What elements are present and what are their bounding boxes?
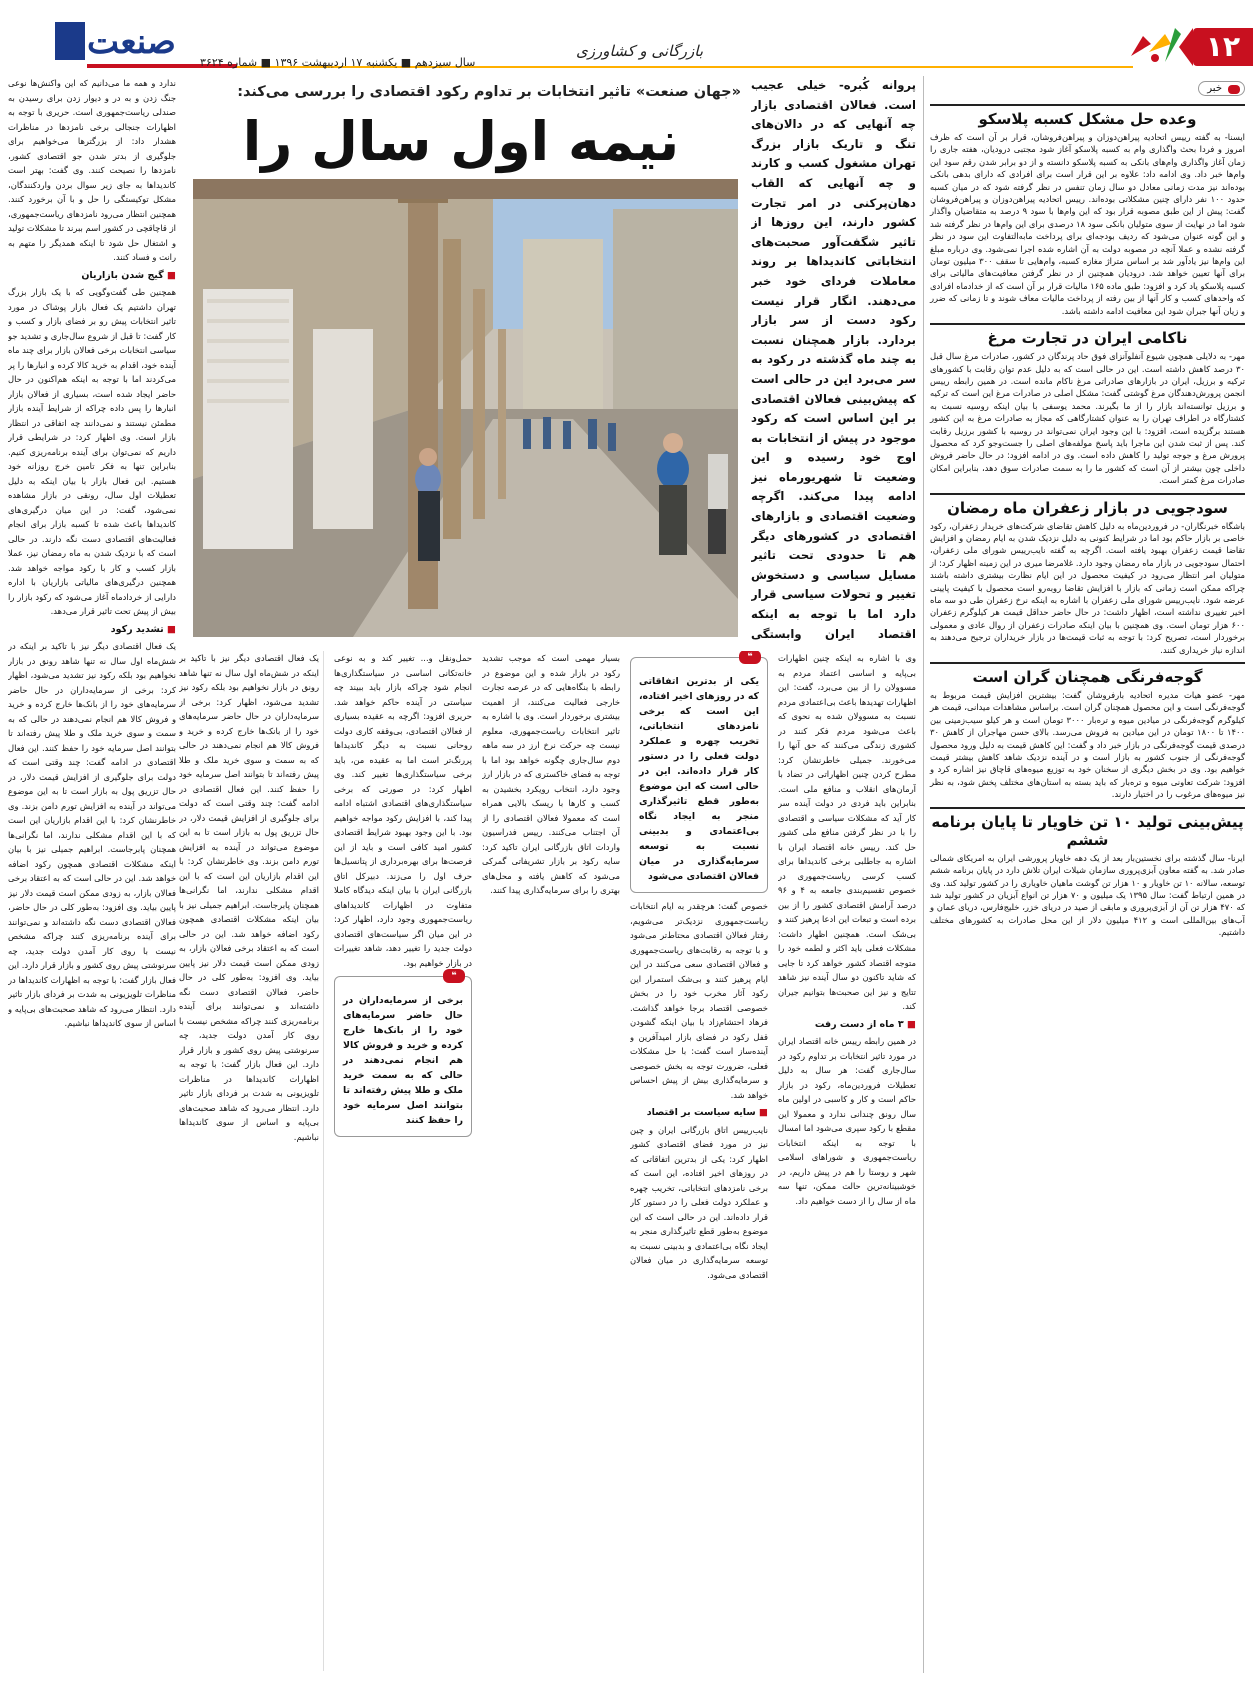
paragraph: وی با اشاره به اینکه چنین اظهارات بی‌پایه و اساسی اعتماد مردم به مسوولان را از بین می‌برد، گفت: این اظهارات تهدیدها باعث بی‌اعتمادی مردم نسبت به مسوولان شده به نحوی که باعث می‌شود مردم فکر کنند در کشوری زندگی می‌کنند که حق آنها را می‌خورند. جمیلی خاطرنشان کرد: مطرح کردن چنین اظهاراتی در تضاد با آرمان‌های انقلاب و منافع ملی است. بنابراین باید فردی در دولت آینده سر کار آید که مشکلات سیاسی و اقتصادی را با در نظر گرفتن منافع ملی کشور حل کند. رییس خانه اقتصاد ایران با اشاره به جاطلبی برخی کاندیداها برای کسب کرسی ریاست‌جمهوری در خصوص تقسیم‌بندی جامعه به ۴ و ۹۶ درصد آرامش اقتصادی کشور را از بین برده است و تبعات این ادعا پرهیز کنند و بی‌شک است. همچنین اظهار داشت: مشکلات فعلی باید اکثر و لطمه خود را متوجه اقتصاد کشور خواهد کرد تا جایی که شاید تاکنون دو سال آینده نیز شاهد تتایج و نیز این صحبت‌ها بتوانیم جیران کند. [778, 653, 916, 1011]
bazaar-photo [193, 179, 738, 637]
paragraph: همچنین طی گفت‌وگویی که با یک بازار بزرگ تهران داشتیم یک فعال بازار پوشاک در مورد تاثیر انتخابات پیش رو بر فضای بازار و کسب و کار گفت: تا قبل از شروع سال‌جاری و تشدید جو سیاسی انتخابات برخی فعالان بازار برای چند ماه آینده خود، اقدام به خرید کالا کرده و انبارها را پر می‌کردند اما با توجه به اینکه هم‌اکنون در حال حاضر ایجاد شده است، بسیاری از فعالان بازار انبارها را پس داده چراکه از شرایط آینده بازار مطمئن نیستند و نمی‌دانند چه اتفاقی در انتظار بازار است. وی اظهار کرد: در شرایطی قرار داریم که نمی‌توان برای آینده برنامه‌ریزی کنیم. بنابراین تنها به فکر تامین خرج روزانه خود هستیم. این فعال بازار با بیان اینکه به دلیل تعطیلات اول سال، رونقی در بازار مشاهده نمی‌شود، گفت: در این میان درگیری‌های کاندیداها باعث شده تا کسبه بازار برای انجام فعالیت‌های اقتصادی دست نگه دارند. در حالی است که با نزدیک شدن به ماه رمضان نیز، عملا بازار کسب و کار با رکود مواجه خواهد شد. همچنین درگیری‌های مالیاتی بازاریان با اداره دارایی از خردادماه آغاز می‌شود که رکود بازار را بیش از پیش تحت تاثیر قرار می‌دهد. [8, 287, 176, 616]
paragraph: یک فعال اقتصادی دیگر نیز با تاکید بر اینکه در شش‌ماه اول سال نه تنها شاهد رونق در بازار نخواهیم بود بلکه رکود نیز تشدید می‌شود، اظهار کرد: برخی از سرمایه‌داران در حال حاضر سرمایه‌های خود را از بانک‌ها خارج کرده و خرید و فروش کالا هم انجام نمی‌دهند در حالی که به سمت و سوی خرید ملک و طلا پیش رفته‌اند تا بتوانند اصل سرمایه خود را حفظ کنند. این فعال اقتصادی در ادامه گفت: چند وقتی است که دولت برای جلوگیری از افزایش قیمت دلار، در حال تزریق پول به بازار است تا به این موضوع می‌تواند در آینده به افزایش تورم دامن بزند. وی خاطرنشان کرد: با این اقدام بازاریان این است که با این اقدام مشکلی ندارند، اما نگرانی‌ها همچنان پابرجاست. ابراهیم جمیلی نیز با بیان اینکه مشکلات اقتصادی همچون رکود اضافه خواهد شد. این در حالی است که به اعتقاد برخی فعالان بازار، به زودی ممکن است قیمت دلار نیز پایین بیاید. وی افزود: به‌طور کلی در حال حاضر، فعالان اقتصادی دست نگه داشته‌اند و نمی‌توانند برای آینده برنامه‌ریزی کنند چراکه مشخص نیست با روی کار آمدن دولت جدید، چه سرنوشتی پیش روی کشور و بازار قرار دارد. این فعال بازار گفت: با توجه به اظهارات کاندیداها در مناظرات تلویزیونی به شدت بر فردای بازار تاثیر دارد. انتظار می‌رود که شاهد صحبت‌های بی‌پایه و اساس از سوی کاندیداها نباشیم. [8, 641, 176, 1028]
news-item [930, 807, 1245, 939]
page-number: ۱۲ [1193, 28, 1253, 66]
quote-text: یکی از بدترین اتفاقاتی که در روزهای اخیر افتاده، این است که برخی نامزدهای انتخاباتی، تخریب چهره و عملکرد دولت فعلی را در دستور کار قرار داده‌اند. این در حالی است که این موضوع به‌طور قطع تاثیرگذاری منجر به ایجاد نگاه بی‌اعتمادی و بدبینی نسبت به توسعه سرمایه‌گذاری در میان فعالان اقتصادی می‌شود [639, 676, 759, 882]
news-item [930, 104, 1245, 317]
article-column-1 [778, 651, 916, 1671]
masthead-logo: صنعت [87, 22, 176, 62]
article-lead: پروانه کُبره- خیلی عجیب است. فعالان اقتصادی بازار چه آنهایی که در دالان‌های تنگ و تاریک بازار بزرگ تهران مشغول کسب و کارند و چه آنهایی که القاب دهان‌پرکنی در امر تجارت کشور دارند، این روزها از تاثیر شگفت‌آور صحبت‌های انتخاباتی کاندیداها بر روند معاملات فردای خود خبر می‌دهند. انگار قرار نیست رکود دست از سر بازار بردارد. بازار همچنان نسبت به چند ماه گذشته در رکود به سر می‌برد این در حالی است که پیش‌بینی فعالان اقتصادی بر این اساس است که رکود موجود در پیش از انتخابات به اوج خود رسیده و این وضعیت تا شهریورماه نیز ادامه پیدا می‌کند. اگرچه وضعیت اقتصادی و بازارهای اقتصادی در کشورهای دیگر هم تا حدودی تحت تاثیر مسایل سیاسی و دستخوش تغییر و تحولات سیاسی قرار دارد اما با توجه به اینکه اقتصاد ایران وابستگی [751, 78, 916, 641]
article-title: نیمه اول سال را [242, 110, 680, 173]
paragraph: نایب‌رییس اتاق بازرگانی ایران و چین نیز در مورد فضای اقتصادی کشور اظهار کرد: یکی از بدترین اتفاقاتی که در روزهای اخیر افتاده، این است که برخی نامزدهای انتخاباتی، تخریب چهره و عملکرد دولت فعلی را در دستور کار قرار داده‌اند. این در حالی است که این موضوع به‌طور قطع تاثیرگذاری منجر به ایجاد نگاه بی‌اعتمادی و بدبینی نسبت به توسعه سرمایه‌گذاری در میان فعالان اقتصادی می‌شود. [630, 1124, 768, 1280]
article-column-left [8, 76, 176, 1676]
handshake-logo-icon [1125, 22, 1185, 68]
news-body: مهر- عضو هیات مدیره اتحادیه بارفروشان گفت: بیشترین افزایش قیمت مربوط به گوجه‌فرنگی است و این محصول همچنان گران است. براساس مشاهدات میدانی، قیمت هر کیلوگرم گوجه‌فرنگی در میادین میوه و تره‌بار ۳۰۰۰ تومان است و هر کیلو سیب‌زمینی بین ۱۴۰۰ تا ۱۸۰۰ تومان در این میادین به فروش می‌رسد. بالای حسن مهاجران از کاهش ۳۰ درصدی قیمت گوجه‌فرنگی در بازار خبر داد و گفت: این کاهش قیمت به دلیل ورود محصول گوجه‌فرنگی از جنوب کشور به بازار است و در آینده نزدیک شاهد کاهش بیشتر قیمت خواهیم بود. وی در بخش دیگری از سخنان خود به توزیع میوه‌های قاچاق نیز اشاره کرد و افزود: شرکت تعاونی میوه و تره‌بار که باید بسته به استان‌های مختلف پخش شود، به نظر نیز میوه‌های مرغوب را در اختیار دارند. [930, 690, 1245, 800]
paragraph: حمل‌ونقل و... تغییر کند و به نوعی خانه‌تکانی اساسی در سیاستگذاری‌ها انجام شود چراکه بازار باید ببیند چه سیاستی در آینده حاکم خواهد شد. حریری افزود: اگرچه به عقیده بسیاری از فعالان اقتصادی، بی‌وقفه کاری دولت روحانی نسبت به دیگر کاندیداها پررنگ‌تر است اما به عقیده من، باید برخی سیاستگذاری‌ها تغییر کند. وی اظهار کرد: در صورتی که برخی سیاستگذاری‌های اقتصادی اشتباه ادامه پیدا کند، با افزایش رکود مواجه خواهیم بود. با این وجود بهبود شرایط اقتصادی کشور امید کافی است و باید از این فرصت‌ها برای بهره‌برداری از پتانسیل‌ها حرف اول را می‌زند. دبیرکل اتاق بازرگانی ایران با بیان اینکه دیدگاه کاملا متفاوت در اظهارات کاندیداهای ریاست‌جمهوری وجود دارد، اظهار کرد: در این میان اگر سیاست‌های اقتصادی دولت جدید را تغییر دهد، شاهد تغییرات در بازار خواهیم بود. [334, 653, 472, 968]
sidebar-tab-news: خبر [1198, 81, 1245, 96]
paragraph: بسیار مهمی است که موجب تشدید رکود در بازار شده و این موضوع در رابطه با بنگاه‌هایی که در عرصه تجارت خارجی فعالیت می‌کنند، از اهمیت بیشتری برخوردار است. وی با اشاره به تاثیر انتخابات ریاست‌جمهوری، معلوم نیست چه حرکت نرخ ارز در سه ماهه دوم سال‌جاری چگونه خواهد بود اما با توجه به فضای خاکستری که در بازار ارز وجود دارد، انتخاب رویکرد بخشیدن به کسب و کارها با ریسک بالایی همراه است که معمولا فعالان اقتصادی را از آن اجتناب می‌کنند. رییس فدراسیون واردات اتاق بازرگانی ایران تاکید کرد: سایه رکود بر بازار تشریفاتی گمرکی می‌شود که کاهش یافته و محل‌های بهتری را برای سرمایه‌گذاری پیدا کنند. [482, 653, 620, 895]
subheading: ■ ۳ ماه از دست رفت [778, 1018, 916, 1033]
article-body-columns [181, 651, 916, 1671]
issue-info: سال سیزدهم ■ یکشنبه ۱۷ اردیبهشت ۱۳۹۶ ■ شماره ۳۶۲۴ [200, 56, 476, 69]
subheading: ■ تشدید رکود [8, 623, 176, 638]
subheading: ■ گیج شدن بازاریان [8, 269, 176, 284]
news-body: ایسنا- به گفته رییس اتحادیه پیراهن‌دوزان و پیراهن‌فروشان، قرار بر آن است که ظرف امروز و فردا بحث واگذاری وام به کسبه پلاسکو آغاز شود مجتبی درودیان، هفته جاری را زمان آغاز واگذاری وام‌های بانکی به کسبه پلاسکو دانسته و از دو برابر شدن رقم سود این وام‌ها خبر داد. وی ادامه داد: علاوه بر این قرار است برای افرادی که دارای بدهی بانکی بوده‌اند نیز مدت زمانی معادل دو سال زمان تنفس در نظر گرفته شود که در میان کسبه حدود ۱۰۰ نفر دارای چنین مشکلاتی بوده‌اند. رییس اتحادیه پیراهن‌دوزان و پیراهن‌فروشان گفت: پیش از این طبق مصوبه قرار بود که این وام‌ها با سود ۹ درصد به متقاضیان واگذار شود اما در نهایت از سوی متولیان بانکی سود ۱۸ درصدی برای این وام‌ها در نظر گرفته شد و این گونه عنوان می‌شود که ردیف بودجه‌ای برای پرداخت مابه‌التفاوت این سود در نظر گرفته نشده و عملا آنچه در مصوبه دولت به آن اشاره شده اجرا نمی‌شود. وی درباره مبلغ این وام‌ها نیز یادآور شد بر اساس متراژ مغازه کسبه، وام‌هایی تا سقف ۳۰۰ میلیون تومان برای آنها تعیین خواهد شد. درودیان همچنین از در نظر گرفتن معافیت‌های مالیاتی برای کسبه پلاسکو یاد کرد و افزود: طبق ماده ۱۶۵ مالیات قرار بر آن است که از خدادماه افرادی که واحدهای کسب و کار آنها از بین رفته از پرداخت مالیات معاف شوند و تا زمانی که ضرر و زیان آنها جبران شود این معافیت ادامه داشته باشد. [930, 132, 1245, 316]
paragraph: یک فعال اقتصادی دیگر نیز با تاکید بر اینکه در شش‌ماه اول سال نه تنها شاهد رونق در بازار نخواهیم بود بلکه رکود نیز تشدید می‌شود، اظهار کرد: برخی از سرمایه‌داران در حال حاضر سرمایه‌های خود را از بانک‌ها خارج کرده و خرید و فروش کالا هم انجام نمی‌دهند در حالی که به سمت و سوی خرید ملک و طلا پیش رفته‌اند تا بتوانند اصل سرمایه خود را حفظ کنند. این فعال اقتصادی در ادامه گفت: چند وقتی است که دولت برای جلوگیری از افزایش قیمت دلار، در حال تزریق پول به بازار است تا به این موضوع می‌تواند در آینده به افزایش تورم دامن بزند. وی خاطرنشان کرد: با این اقدام بازاریان این است که با این اقدام مشکلی ندارند، اما نگرانی‌ها همچنان پابرجاست. ابراهیم جمیلی نیز با بیان اینکه مشکلات اقتصادی همچون رکود اضافه خواهد شد. این در حالی است که به اعتقاد برخی فعالان بازار، به زودی ممکن است قیمت دلار نیز پایین بیاید. وی افزود: به‌طور کلی در حال حاضر، فعالان اقتصادی دست نگه داشته‌اند و نمی‌توانند برای آینده برنامه‌ریزی کنند چراکه مشخص نیست با روی کار آمدن دولت جدید، چه سرنوشتی پیش روی کشور و بازار قرار دارد. این فعال بازار گفت: با توجه به اظهارات کاندیداها در مناظرات تلویزیونی به شدت بر فردای بازار تاثیر دارد. انتظار می‌رود که شاهد صحبت‌های بی‌پایه و اساس از سوی کاندیداها نباشیم. [179, 653, 319, 1142]
subheading: ■ سایه سیاست بر اقتصاد [630, 1106, 768, 1121]
bazaar-street-image [193, 179, 738, 637]
paragraph: خصوص گفت: هرچقدر به ایام انتخابات ریاست‌جمهوری نزدیک‌تر می‌شویم، رفتار فعالان اقتصادی محتاط‌تر می‌شود و با توجه به رقابت‌های ریاست‌جمهوری و فعالان اقتصادی سعی می‌کنند در این ایام پرهیز کنند و بی‌شک استمرار این رکود آثار مخرب خود را در بخش خصوصی اقتصاد برجا خواهد گذاشت. فرهاد احتشام‌زاد با بیان اینکه گشودن قفل رکود در فضای بازار امیدآفرین و آینده‌ساز است گفت: با حل مشکلات فعلی، ضرورت توجه به بخش خصوصی و سرمایه‌گذاری بیش از پیش احساس خواهد شد. [630, 901, 768, 1100]
news-title: ناکامی ایران در تجارت مرغ [930, 323, 1245, 347]
news-body: ایرنا- سال گذشته برای نخستین‌بار بعد از یک دهه خاویار پرورشی ایران به امریکای شمالی صادر شد. به گفته معاون آبزی‌پروری سازمان شیلات ایران تلاش دارد در پایان برنامه ششم توسعه، سالانه ۱۰ تن خاویار و ۱۰ هزار تن گوشت ماهیان خاویاری را در کشور تولید کند. وی در همین ارتباط گفت: سال ۱۳۹۵ یک میلیون و ۷۰ هزار تن انواع آبزیان در کشور تولید شد که ۴۷۰ هزار تن آن از آبزی‌پروری و مابقی از صید در دریای خزر، خلیج‌فارس، دریای عمان و آب‌های بین‌المللی است و ۴۱۲ میلیون دلار از این محل صادرات به کشورهای مختلف داشتیم. [930, 852, 1245, 938]
section-title: بازرگانی و کشاورزی [576, 42, 703, 60]
paragraph: در همین رابطه رییس خانه اقتصاد ایران در مورد تاثیر انتخابات بر تداوم رکود در سال‌جاری گفت: هر سال به دلیل تعطیلات فروردین‌ماه، رکود در بازار حاکم است و کار و کاسبی در اولین ماه سال رونق چندانی ندارد و معمولا این مقطع با رکود سپری می‌شود اما امسال با توجه به اینکه انتخابات ریاست‌جمهوری و شوراهای اسلامی شهر و روستا را هم در پیش داریم، در خوشبینانه‌ترین حالت ممکن، تنها سه ماه از سال را از دست خواهیم داد. [778, 1036, 916, 1206]
masthead-emblem-icon [55, 22, 85, 60]
article-kicker: «جهان صنعت» تاثیر انتخابات بر تداوم رکود اقتصادی را بررسی می‌کند: [237, 84, 741, 100]
article-column-4 [334, 651, 472, 1671]
news-item [930, 662, 1245, 801]
article-column-3 [482, 651, 620, 1671]
news-title: گوجه‌فرنگی همچنان گران است [930, 662, 1245, 686]
news-item [930, 493, 1245, 656]
page-header [0, 0, 1253, 70]
news-item [930, 323, 1245, 486]
news-title: پیش‌بینی تولید ۱۰ تن خاویار تا پایان برنامه ششم [930, 807, 1245, 849]
news-sidebar [923, 76, 1245, 1673]
quote-text: برخی از سرمایه‌داران در حال حاضر سرمایه‌های خود را از بانک‌ها خارج کرده و خرید و فروش کالا هم انجام نمی‌دهند در حالی که به سمت خرید ملک و طلا پیش رفته‌اند تا بتوانند اصل سرمایه خود را حفظ کنند [343, 995, 463, 1126]
quote-icon: ❝ [443, 969, 465, 983]
paragraph: ندارد و همه ما می‌دانیم که این واکنش‌ها نوعی جنگ زدن و به در و دیوار زدن برای رسیدن به صندلی ریاست‌جمهوری است. حریری با توجه به اظهارات جنجالی برخی نامزدها در مناظرات هشدار داد: از بزرگترها می‌خواهیم برای جلوگیری از بدتر شدن جو اقتصادی کشور، نامزدها را نصیحت کنند. وی گفت: بهتر است کاندیداها به جای زیر سوال بردن واردکنندگان، مشکل توکیستگی را حل و با آن برخورد کنند. همچنین انتظار می‌رود نامزدهای ریاست‌جمهوری، از قاچاقچی در کشور اسم ببرند تا مشکلات تولید و اشتغال حل شود تا اینکه همدیگر را متهم به رانت و فساد کنند. [8, 78, 176, 262]
news-title: وعده حل مشکل کسبه پلاسکو [930, 104, 1245, 128]
news-title: سودجویی در بازار زعفران ماه رمضان [930, 493, 1245, 517]
article-column-2 [630, 651, 768, 1671]
pull-quote [630, 652, 768, 893]
news-body: باشگاه خبرنگاران- در فروردین‌ماه به دلیل کاهش تقاضای شرکت‌های خریدار زعفران، رکود خاصی بر بازار حاکم بود اما در شرایط کنونی به دلیل نزدیک شدن به ایام رمضان و افزایش تقاضا قیمت زعفران بهبود یافته است. اگرچه به گفته نایب‌رییس شورای ملی زعفران، احتمال سودجویی در بازار ماه رمضان وجود دارد. غلامرضا میری در این زمینه اظهار کرد: از متولیان امر انتظار می‌رود در کیفیت محصول در این ایام نظارت بیشتری داشته باشند چراکه ممکن است زمانی که بازار با افزایش تقاضا روبه‌رو است محصول با کیفیت پایینی عرضه شود. نایب‌رییس شورای ملی زعفران با اشاره به اینکه نرخ زعفران طی دو سه ماه اخیر تغییری نداشته است، اظهار داشت: در حال حاضر حداقل قیمت هر کیلوگرم زعفران ۶۰۰ هزار تومان است. وی همچنین با بیان اینکه صادرات زعفران از روال عادی و معمولی برخوردار است، تصریح کرد: با توجه به ثبات قیمت‌ها در بازار خریداران ترجیح می‌دهند به اندازه نیاز خریداری کنند. [930, 520, 1245, 655]
article-column-5 [179, 651, 324, 1671]
quote-icon: ❝ [739, 651, 761, 664]
main-article [8, 76, 916, 1673]
news-body: مهر- به دلایلی همچون شیوع آنفلوآنزای فوق حاد پرندگان در کشور، صادرات مرغ سال قبل ۳۰ درصد کاهش داشته است. این در حالی است که به دلیل عدم توان رقابت با کشورهای ترکیه و برزیل، ایران در بازارهای صادراتی مرغ ناکام مانده است. در همین رابطه رییس انجمن پرورش‌دهندگان مرغ گوشتی گفت: مشکل اصلی در صادرات مرغ این است که ترکیه و برزیل توانسته‌اند بازار را از ما بگیرند. محمد یوسفی با بیان اینکه روسیه نسبت به کشتارگاه در اطراف تهران را به عنوان کشتارگاهی که مجاز به صادرات مرغ به این کشور هستند برگزیده است، افزود: با این وجود ایران نمی‌تواند در روسیه با کشور برزیل رقابت کند. پس از ثبت شدن این ماجرا باید پاسخ مولفه‌های اصلی را جست‌وجو کرد که محصول پرورش مرغ و جوجه تولید را کاهش داده است. وی در ادامه افزود: در حال حاضر فروش داخلی چون بیشتر از آن است که کشور ما را به سمت صادرات سوق دهد، بنابراین امکان صادرات مرغ کمتر است. [930, 351, 1245, 486]
pull-quote [334, 971, 472, 1137]
